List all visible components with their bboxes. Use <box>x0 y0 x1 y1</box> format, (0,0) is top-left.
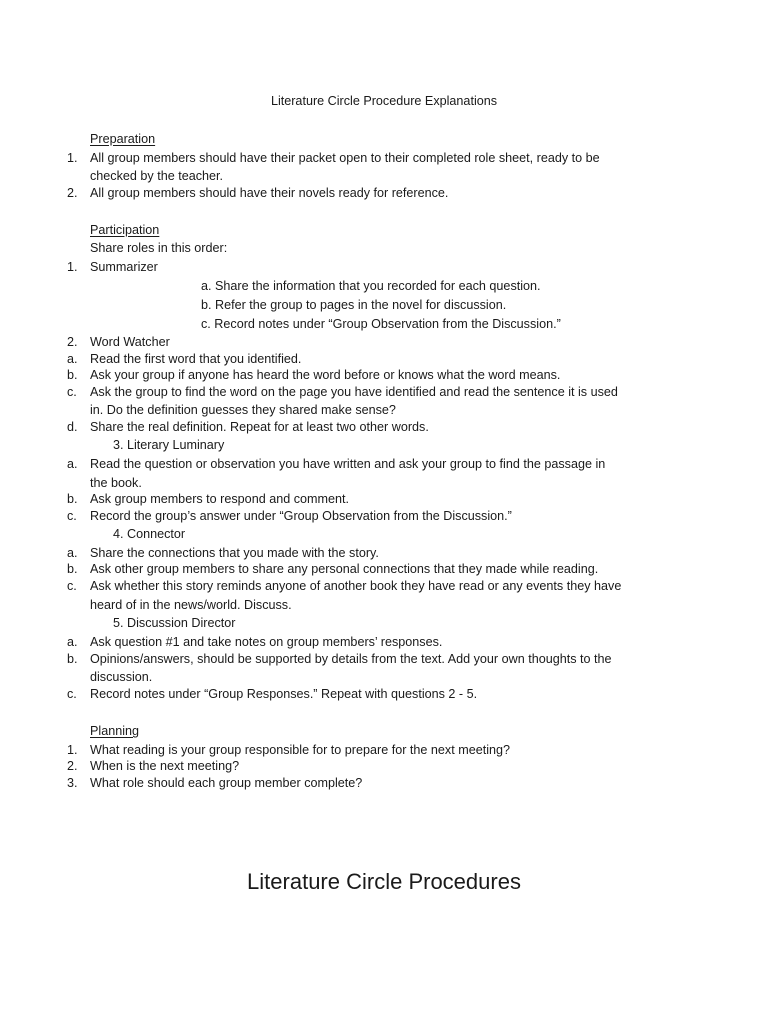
sub-item: a. Share the information that you recorded for each question. <box>201 279 541 293</box>
document-title: Literature Circle Procedure Explanations <box>270 94 498 108</box>
role-title-summarizer: Summarizer <box>90 260 158 274</box>
list-item-text: What reading is your group responsible for to prepare for the next meeting? <box>90 743 511 757</box>
list-item-text: Ask the group to find the word on the page you have identified and read the sentence it is used <box>90 385 618 399</box>
list-letter: b. <box>67 562 78 576</box>
list-item-text: Read the question or observation you have written and ask your group to find the passage in <box>90 457 606 471</box>
planning-heading: Planning <box>90 724 140 738</box>
participation-heading: Participation <box>90 223 160 237</box>
list-letter: c. <box>67 579 77 593</box>
list-letter: b. <box>67 492 78 506</box>
role-title-connector: 4. Connector <box>113 527 186 541</box>
list-item-text: Ask question #1 and take notes on group members’ responses. <box>90 635 443 649</box>
list-letter: d. <box>67 420 78 434</box>
list-letter: c. <box>67 687 77 701</box>
list-item-text: Read the first word that you identified. <box>90 352 302 366</box>
list-item-text: Ask your group if anyone has heard the word before or knows what the word means. <box>90 368 561 382</box>
list-item-text: in. Do the definition guesses they shared make sense? <box>90 403 396 417</box>
role-title-discussion-director: 5. Discussion Director <box>113 616 236 630</box>
list-letter: b. <box>67 368 78 382</box>
list-number: 1. <box>67 260 78 274</box>
list-letter: b. <box>67 652 78 666</box>
list-item-text: Ask whether this story reminds anyone of another book they have read or any events they have <box>90 579 622 593</box>
list-letter: a. <box>67 457 78 471</box>
list-number: 2. <box>67 335 78 349</box>
list-item-text: Ask group members to respond and comment. <box>90 492 349 506</box>
list-number: 1. <box>67 151 78 165</box>
sub-item: c. Record notes under “Group Observation from the Discussion.” <box>201 317 561 331</box>
preparation-heading: Preparation <box>90 132 156 146</box>
list-item-text: checked by the teacher. <box>90 169 224 183</box>
role-title-literary-luminary: 3. Literary Luminary <box>113 438 225 452</box>
participation-intro: Share roles in this order: <box>90 241 228 255</box>
role-title-word-watcher: Word Watcher <box>90 335 170 349</box>
list-number: 1. <box>67 743 78 757</box>
list-item-text: heard of in the news/world. Discuss. <box>90 598 292 612</box>
list-item-text: Share the connections that you made with the story. <box>90 546 379 560</box>
list-letter: c. <box>67 385 77 399</box>
list-item-text: the book. <box>90 476 142 490</box>
list-letter: c. <box>67 509 77 523</box>
list-item-text: discussion. <box>90 670 153 684</box>
list-number: 2. <box>67 186 78 200</box>
list-number: 3. <box>67 776 78 790</box>
list-item-text: Share the real definition. Repeat for at least two other words. <box>90 420 429 434</box>
list-letter: a. <box>67 546 78 560</box>
list-number: 2. <box>67 759 78 773</box>
list-item-text: Opinions/answers, should be supported by details from the text. Add your own thoughts to the <box>90 652 612 666</box>
list-item-text: All group members should have their novels ready for reference. <box>90 186 449 200</box>
list-letter: a. <box>67 635 78 649</box>
list-item-text: Record notes under “Group Responses.” Repeat with questions 2 - 5. <box>90 687 478 701</box>
list-item-text: Ask other group members to share any personal connections that they made while reading. <box>90 562 599 576</box>
procedures-title: Literature Circle Procedures <box>247 869 521 894</box>
list-item-text: What role should each group member complete? <box>90 776 363 790</box>
list-item-text: When is the next meeting? <box>90 759 240 773</box>
list-item-text: Record the group’s answer under “Group Observation from the Discussion.” <box>90 509 512 523</box>
sub-item: b. Refer the group to pages in the novel for discussion. <box>201 298 507 312</box>
list-item-text: All group members should have their packet open to their completed role sheet, ready to be <box>90 151 600 165</box>
list-letter: a. <box>67 352 78 366</box>
